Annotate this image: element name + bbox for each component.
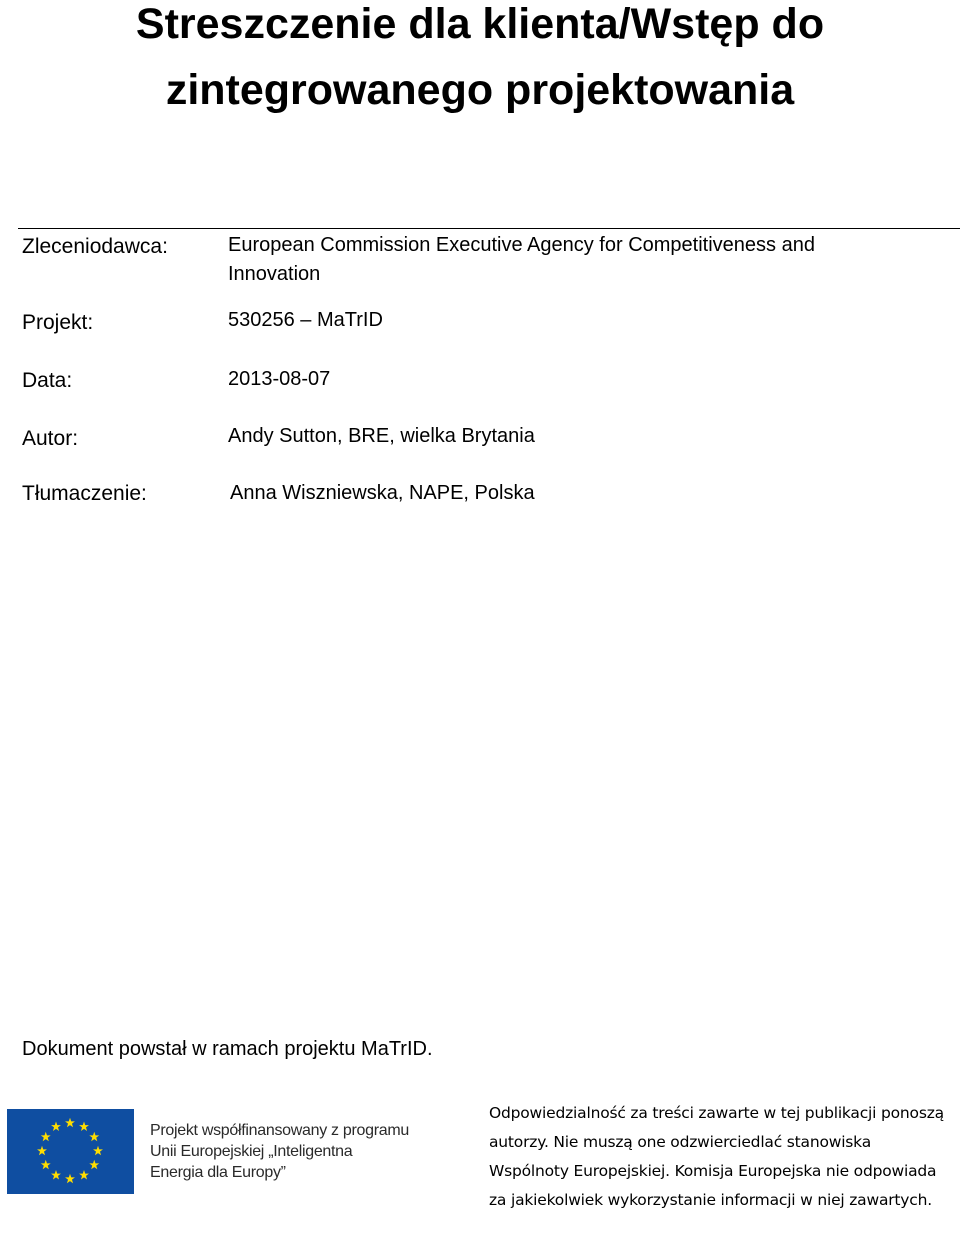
author-label: Autor:: [22, 427, 79, 450]
project-label: Projekt:: [22, 311, 94, 334]
eu-star-icon: [89, 1160, 99, 1169]
date-value: 2013-08-07: [228, 368, 331, 390]
eu-star-icon: [41, 1132, 51, 1141]
eu-caption-line-2: Unii Europejskiej „Inteligentna: [150, 1143, 353, 1160]
header-divider: [18, 228, 960, 229]
author-value: Andy Sutton, BRE, wielka Brytania: [228, 425, 535, 447]
eu-star-icon: [37, 1146, 47, 1155]
eu-flag-logo: [7, 1109, 134, 1194]
project-note: Dokument powstał w ramach projektu MaTrID.: [22, 1038, 433, 1060]
eu-funding-caption: [150, 1120, 450, 1183]
eu-caption-line-1: Projekt współfinansowany z programu: [150, 1122, 409, 1139]
eu-star-icon: [89, 1132, 99, 1141]
eu-star-icon: [79, 1170, 89, 1179]
document-title-line-2: zintegrowanego projektowania: [165, 66, 795, 114]
client-label: Zleceniodawca:: [22, 235, 168, 258]
eu-caption-line-3: Energia dla Europy”: [150, 1164, 286, 1181]
document-title-line-1: Streszczenie dla klienta/Wstęp do: [135, 0, 825, 48]
eu-star-icon: [93, 1146, 103, 1155]
eu-stars-icon: [7, 1109, 134, 1194]
eu-star-icon: [41, 1160, 51, 1169]
eu-star-icon: [51, 1122, 61, 1131]
client-value-line-1: European Commission Executive Agency for Competitiveness and: [228, 234, 815, 256]
translation-label: Tłumaczenie:: [22, 482, 147, 505]
eu-star-icon: [65, 1174, 75, 1183]
date-label: Data:: [22, 369, 73, 392]
project-value: 530256 – MaTrID: [228, 309, 383, 331]
eu-star-icon: [65, 1118, 75, 1127]
disclaimer-text: Odpowiedzialność za treści zawarte w tej publikacji ponoszą autorzy. Nie muszą one odzwierciedlać stanowiska Wspólnoty Europejskiej. Komisja Europejska nie odpowiada za jakiekolwiek wykorzystanie informacji w niej zawartych.: [489, 1104, 944, 1209]
eu-star-icon: [51, 1170, 61, 1179]
client-value-line-2: Innovation: [228, 263, 321, 285]
eu-star-icon: [79, 1122, 89, 1131]
translation-value: Anna Wiszniewska, NAPE, Polska: [230, 482, 535, 504]
